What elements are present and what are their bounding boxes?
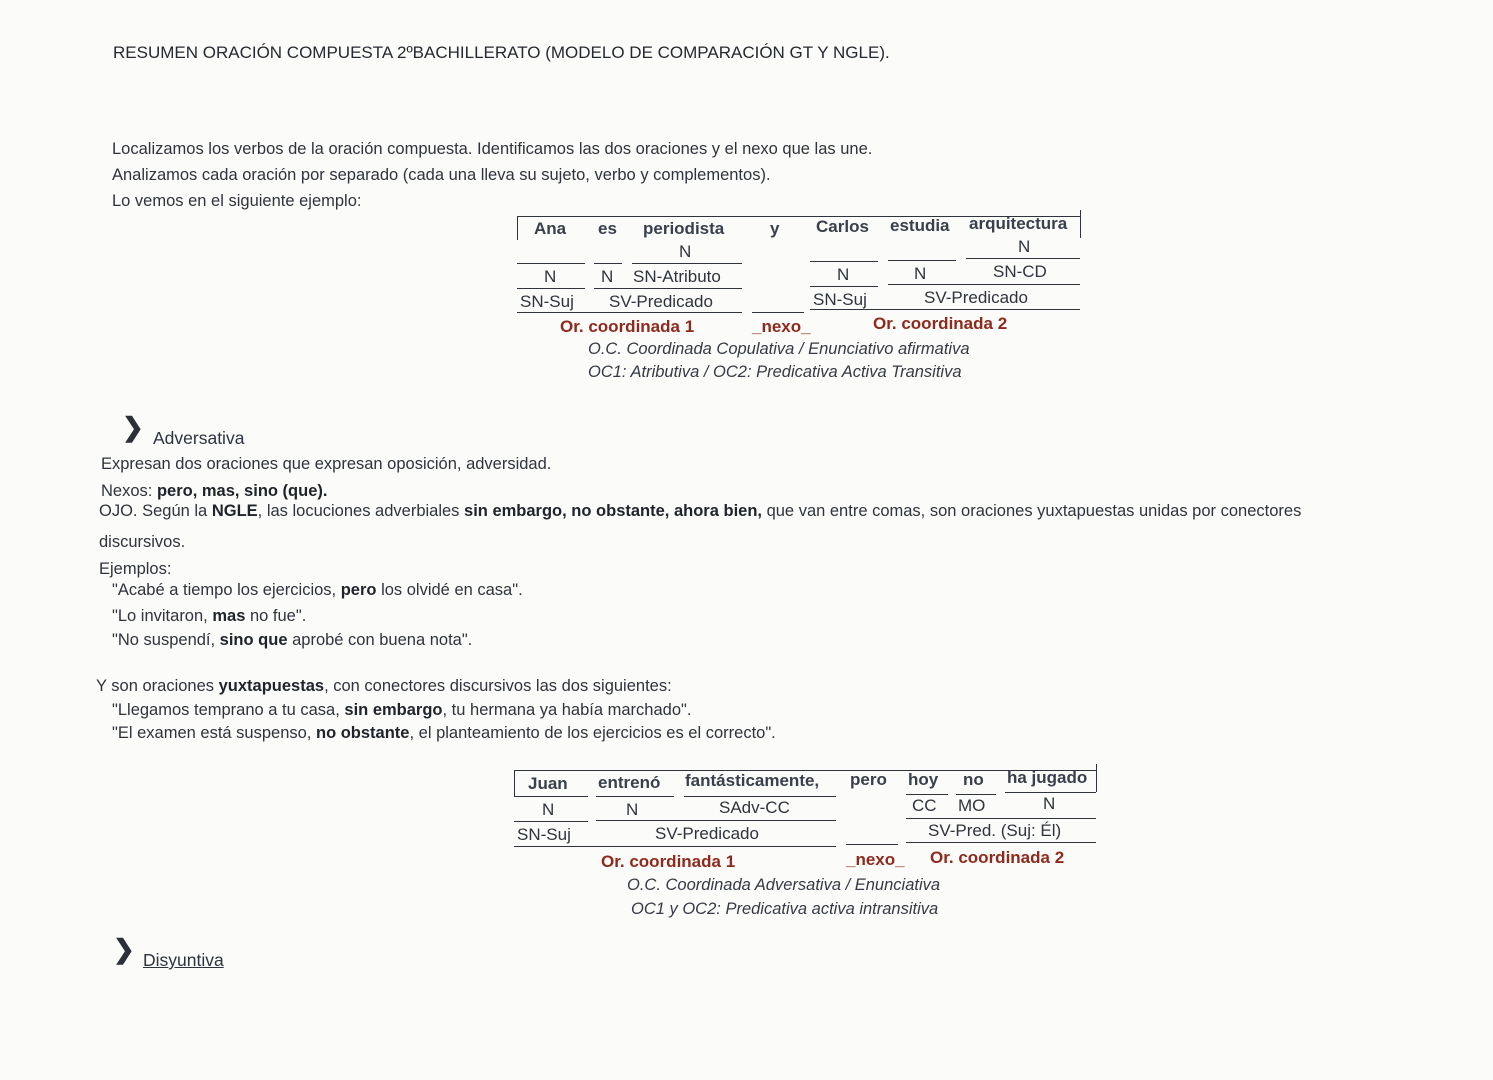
d1-classification-2: OC1: Atributiva / OC2: Predicativa Activa Transitiva <box>588 363 962 381</box>
word-no: no <box>963 770 984 789</box>
word-estudia: estudia <box>890 216 950 235</box>
d2-classification-1: O.C. Coordinada Adversativa / Enunciativa <box>627 876 941 894</box>
d2-or-coordinada-2: Or. coordinada 2 <box>930 848 1065 867</box>
word-carlos: Carlos <box>816 217 869 236</box>
d1-or-coordinada-1: Or. coordinada 1 <box>560 317 695 336</box>
d1-row2-sn-cd: SN-CD <box>993 262 1047 281</box>
d1-row3-sv-predicado-1: SV-Predicado <box>609 292 713 311</box>
d2-row2-cc: CC <box>912 796 937 815</box>
example-4: "Llegamos temprano a tu casa, sin embargo, tu hermana ya había marchado". <box>112 701 692 719</box>
word-ha-jugado: ha jugado <box>1007 768 1088 787</box>
adversativa-ojo-note: OJO. Según la NGLE, las locuciones adverbiales sin embargo, no obstante, ahora bien, que van entre comas, son oraciones yuxtapuestas unidas por conectores <box>99 502 1302 520</box>
word-hoy: hoy <box>908 770 939 789</box>
d2-row3-sn-suj: SN-Suj <box>517 825 571 844</box>
chevron-right-icon: ❯ <box>113 934 135 964</box>
example-5: "El examen está suspenso, no obstante, el planteamiento de los ejercicios es el correcto". <box>112 724 776 742</box>
d1-row3-sv-predicado-2: SV-Predicado <box>924 288 1028 307</box>
d2-nexo: _nexo_ <box>846 850 905 869</box>
d1-nexo: _nexo_ <box>752 317 811 336</box>
d1-row2-n-carlos: N <box>837 265 850 284</box>
adversativa-nexos: Nexos: pero, mas, sino (que). <box>101 482 328 500</box>
word-pero: pero <box>850 770 887 789</box>
word-arquitectura: arquitectura <box>969 214 1068 233</box>
adversativa-ojo-note-cont: discursivos. <box>99 533 186 551</box>
d2-row3-sv-predicado: SV-Predicado <box>655 824 759 843</box>
d2-row2-n-ha-jugado: N <box>1043 794 1056 813</box>
intro-line-2: Analizamos cada oración por separado (cada una lleva su sujeto, verbo y complementos). <box>112 166 771 184</box>
d1-or-coordinada-2: Or. coordinada 2 <box>873 314 1008 333</box>
d1-inner-n-1: N <box>679 242 692 261</box>
example-3: "No suspendí, sino que aprobé con buena nota". <box>112 631 473 649</box>
d2-row2-n-juan: N <box>542 800 555 819</box>
d1-row2-n-ana: N <box>544 267 557 286</box>
adversativa-description: Expresan dos oraciones que expresan oposición, adversidad. <box>101 455 552 473</box>
d1-inner-n-2: N <box>1018 237 1031 256</box>
section-heading-disyuntiva: Disyuntiva <box>143 950 224 970</box>
adversativa-ejemplos-label: Ejemplos: <box>99 560 172 578</box>
d1-row2-sn-atributo: SN-Atributo <box>633 267 721 286</box>
example-1: "Acabé a tiempo los ejercicios, pero los olvidé en casa". <box>112 581 523 599</box>
intro-line-1: Localizamos los verbos de la oración compuesta. Identificamos las dos oraciones y el nexo que las une. <box>112 140 873 158</box>
d1-row2-n-es: N <box>601 267 614 286</box>
intro-line-3: Lo vemos en el siguiente ejemplo: <box>112 192 362 210</box>
d2-or-coordinada-1: Or. coordinada 1 <box>601 852 736 871</box>
d2-row2-mo: MO <box>958 796 986 815</box>
word-fantasticamente: fantásticamente, <box>685 771 820 790</box>
chevron-right-icon: ❯ <box>122 412 144 442</box>
word-ana: Ana <box>534 219 567 238</box>
d2-classification-2: OC1 y OC2: Predicativa activa intransitiva <box>631 900 939 918</box>
example-2: "Lo invitaron, mas no fue". <box>112 607 307 625</box>
page-title: RESUMEN ORACIÓN COMPUESTA 2ºBACHILLERATO (MODELO DE COMPARACIÓN GT Y NGLE). <box>113 43 890 62</box>
yuxtapuestas-intro: Y son oraciones yuxtapuestas, con conectores discursivos las dos siguientes: <box>96 677 672 695</box>
word-juan: Juan <box>528 774 568 793</box>
word-entreno: entrenó <box>598 773 661 792</box>
d1-row3-sn-suj-1: SN-Suj <box>520 292 574 311</box>
word-y: y <box>770 219 780 238</box>
section-heading-adversativa: Adversativa <box>153 428 245 448</box>
d2-row2-n-entreno: N <box>626 800 639 819</box>
word-es: es <box>598 219 617 238</box>
word-periodista: periodista <box>643 219 725 238</box>
d1-classification-1: O.C. Coordinada Copulativa / Enunciativo afirmativa <box>588 340 970 358</box>
d2-row2-sadv-cc: SAdv-CC <box>719 798 790 817</box>
d1-row3-sn-suj-2: SN-Suj <box>813 290 867 309</box>
d1-row2-n-estudia: N <box>914 264 927 283</box>
d2-row3-sv-pred-suj: SV-Pred. (Suj: Él) <box>928 821 1062 840</box>
